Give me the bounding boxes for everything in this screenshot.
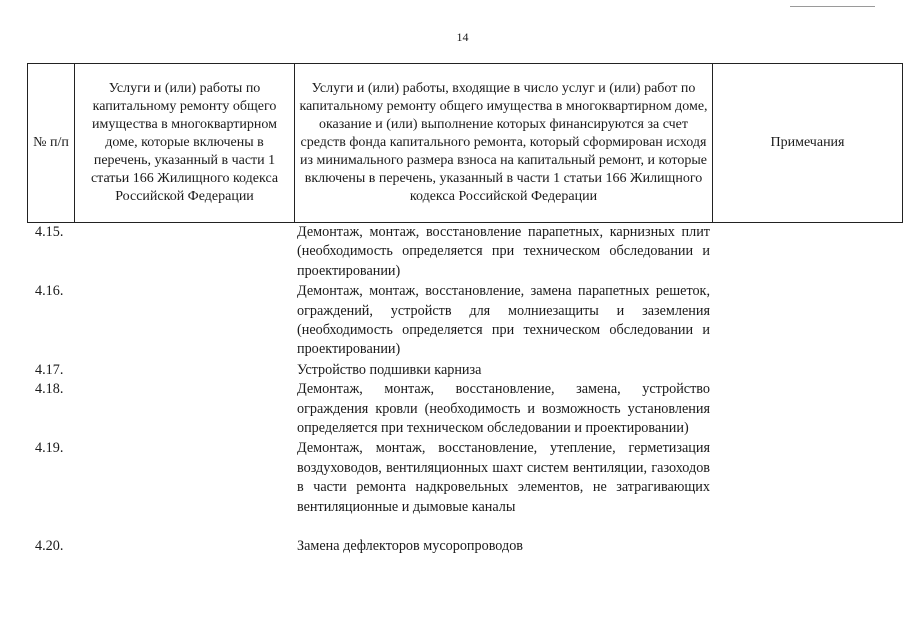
header-services: Услуги и (или) работы по капитальному ремонту общего имущества в многоквартирном доме, которые включены в перечень, указанный в части 1 статьи 166 Жилищного кодекса Российской Федерации [75, 64, 295, 223]
header-included-services: Услуги и (или) работы, входящие в число услуг и (или) работ по капитальному ремонту общего имущества в многоквартирном доме, оказание и (или) выполнение которых финансируются за счет средств фонда капитального ремонта, который сформирован исходя из минимального размера взноса на капитальный ремонт, и которые включены в перечень, указанный в части 1 статьи 166 Жилищного кодекса Российской Федерации [295, 64, 713, 223]
row-text: Демонтаж, монтаж, восстановление, замена, устройство ограждения кровли (необходимость и возможность установления определяется при техническом обследовании и проектировании) [297, 381, 710, 437]
table-row [27, 223, 903, 281]
table-row [27, 537, 903, 556]
row-number: 4.19. [35, 440, 64, 457]
table-header [27, 63, 903, 223]
row-text: Демонтаж, монтаж, восстановление парапетных, карнизных плит (необходимость определяется при техническом обследовании и проектировании) [297, 224, 710, 279]
table-row [27, 282, 903, 360]
row-number: 4.18. [35, 381, 64, 398]
row-number: 4.16. [35, 283, 64, 300]
row-text: Демонтаж, монтаж, восстановление, утепление, герметизация воздуховодов, вентиляционных шахт систем вентиляции, газоходов в части ремонта надкровельных элементов, не затрагивающих вентиляционные и дымовые каналы [297, 440, 710, 515]
header-num: № п/п [28, 64, 75, 223]
row-text: Замена дефлекторов мусоропроводов [297, 538, 523, 555]
row-number: 4.20. [35, 538, 64, 555]
table-row [27, 380, 903, 438]
table-body [27, 223, 903, 557]
row-number: 4.15. [35, 224, 64, 240]
table-row [27, 361, 903, 380]
table-row [27, 439, 903, 517]
row-text: Демонтаж, монтаж, восстановление, замена парапетных решеток, ограждений, устройств для молниезащиты и заземления (необходимость определяется при техническом обследовании и проектировании) [297, 283, 710, 358]
page-number: 14 [456, 30, 469, 44]
row-number: 4.17. [35, 361, 64, 378]
header-notes: Примечания [713, 64, 903, 223]
row-text: Устройство подшивки карниза [297, 361, 482, 378]
scan-artifact-line [790, 6, 875, 7]
